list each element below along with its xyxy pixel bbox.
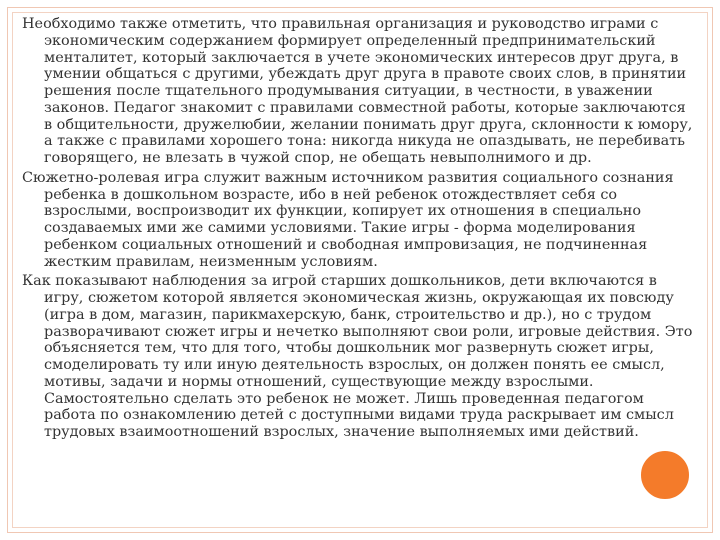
paragraph-3: Как показывают наблюдения за игрой старших дошкольников, дети включаются в игру, сюжетом которой является экономическая жизнь, окружающая их повсюду (игра в дом, магазин, парикмахерскую, банк, строительство и др.), но с трудом разворачивают сюжет игры и нечетко выполняют свои роли, игровые действия. Это объясняется тем, что для того, чтобы дошкольник мог развернуть сюжет игры, смоделировать ту или иную деятельность взрослых, он должен понять ее смысл, мотивы, задачи и нормы отношений, существующие между взрослыми. Самостоятельно сделать это ребенок не может. Лишь проведенная педагогом работа по ознакомлению детей с доступными видами труда раскрывает им смысл трудовых взаимоотношений взрослых, значение выполняемых ими действий. [22,273,693,440]
decorative-orange-circle [638,448,692,502]
paragraph-1: Необходимо также отметить, что правильная организация и руководство играми с экономическим содержанием формирует определенный предпринимательский менталитет, который заключается в учете экономических интересов друг друга, в умении общаться с другими, убеждать друг друга в правоте своих слов, в принятии решения после тщательного продумывания ситуации, в честности, в уважении законов. Педагог знакомит с правилами совместной работы, которые заключаются в общительности, дружелюбии, желании понимать друг друга, склонности к юмору, а также с правилами хорошего тона: никогда никуда не опаздывать, не перебивать говорящего, не влезать в чужой спор, не обещать невыполнимого и др. [22,16,693,166]
paragraph-2: Сюжетно-ролевая игра служит важным источником развития социального сознания ребенка в дошкольном возрасте, ибо в ней ребенок отождествляет себя со взрослыми, воспроизводит их функции, копирует их отношения в специально создаваемых ими же самими условиями. Такие игры - форма моделирования ребенком социальных отношений и свободная импровизация, не подчиненная жестким правилам, неизменным условиям. [22,169,674,270]
text-body [22,16,698,444]
